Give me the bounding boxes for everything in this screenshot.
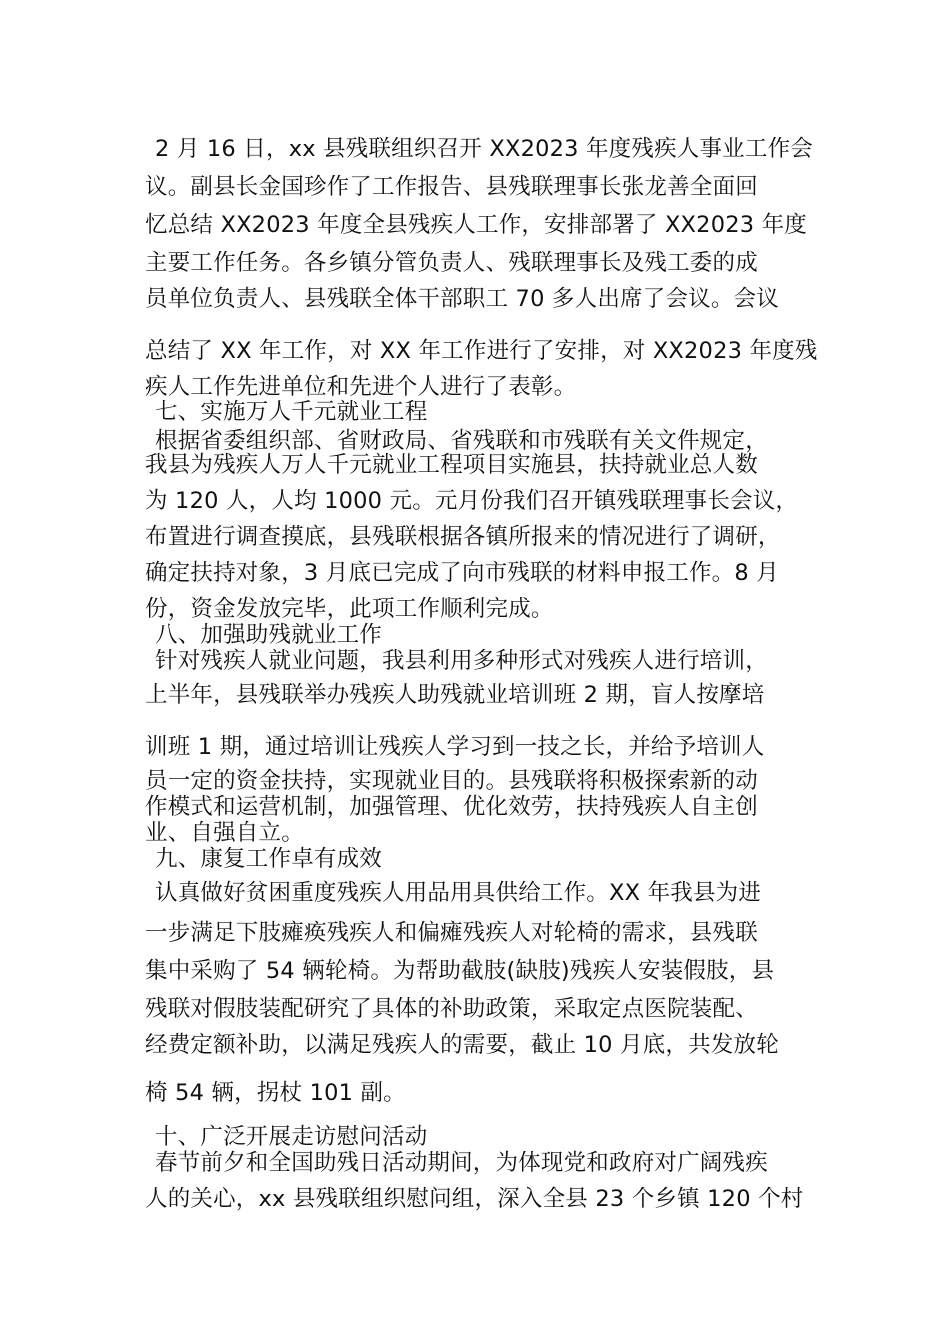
- text-line: 我县为残疾人万人千元就业工程项目实施县，扶持就业总人数: [145, 452, 758, 478]
- section-heading: 九、康复工作卓有成效: [155, 846, 383, 872]
- text-line: 2 月 16 日，xx 县残联组织召开 XX2023 年度残疾人事业工作会: [155, 136, 813, 162]
- text-line: 针对残疾人就业问题，我县利用多种形式对残疾人进行培训，: [155, 648, 768, 674]
- section-heading: 十、广泛开展走访慰问活动: [155, 1124, 428, 1150]
- section-heading: 八、加强助残就业工作: [155, 622, 383, 648]
- text-line: 员一定的资金扶持，实现就业目的。县残联将积极探索新的动: [145, 768, 758, 794]
- text-line: 议。副县长金国珍作了工作报告、县残联理事长张龙善全面回: [145, 174, 758, 200]
- section-heading: 七、实施万人千元就业工程: [155, 399, 428, 425]
- text-line: 椅 54 辆，拐杖 101 副。: [145, 1080, 406, 1106]
- text-line: 忆总结 XX2023 年度全县残疾人工作，安排部署了 XX2023 年度: [145, 212, 807, 238]
- text-line: 作模式和运营机制，加强管理、优化效劳，扶持残疾人自主创: [145, 794, 758, 820]
- text-line: 疾人工作先进单位和先进个人进行了表彰。: [145, 374, 577, 400]
- text-line: 集中采购了 54 辆轮椅。为帮助截肢(缺肢)残疾人安装假肢，县: [145, 958, 775, 984]
- text-line: 认真做好贫困重度残疾人用品用具供给工作。XX 年我县为进: [155, 880, 762, 906]
- text-line: 员单位负责人、县残联全体干部职工 70 多人出席了会议。会议: [145, 286, 779, 312]
- text-line: 春节前夕和全国助残日活动期间，为体现党和政府对广阔残疾: [155, 1150, 768, 1176]
- text-line: 份，资金发放完毕，此项工作顺利完成。: [145, 596, 554, 622]
- text-line: 残联对假肢装配研究了具体的补助政策，采取定点医院装配、: [145, 996, 758, 1022]
- text-line: 根据省委组织部、省财政局、省残联和市残联有关文件规定，: [155, 428, 768, 454]
- text-line: 经费定额补助，以满足残疾人的需要，截止 10 月底，共发放轮: [145, 1032, 779, 1058]
- text-line: 业、自强自立。: [145, 820, 304, 846]
- text-line: 人的关心，xx 县残联组织慰问组，深入全县 23 个乡镇 120 个村: [145, 1186, 804, 1212]
- text-line: 上半年，县残联举办残疾人助残就业培训班 2 期，盲人按摩培: [145, 682, 765, 708]
- text-line: 训班 1 期，通过培训让残疾人学习到一技之长，并给予培训人: [145, 734, 765, 760]
- text-line: 布置进行调查摸底，县残联根据各镇所报来的情况进行了调研，: [145, 524, 781, 550]
- text-line: 为 120 人，人均 1000 元。元月份我们召开镇残联理事长会议，: [145, 488, 799, 514]
- text-line: 一步满足下肢瘫痪残疾人和偏瘫残疾人对轮椅的需求，县残联: [145, 920, 758, 946]
- text-line: 主要工作任务。各乡镇分管负责人、残联理事长及残工委的成: [145, 250, 758, 276]
- text-line: 总结了 XX 年工作，对 XX 年工作进行了安排，对 XX2023 年度残: [145, 338, 818, 364]
- text-line: 确定扶持对象，3 月底已完成了向市残联的材料申报工作。8 月: [145, 560, 779, 586]
